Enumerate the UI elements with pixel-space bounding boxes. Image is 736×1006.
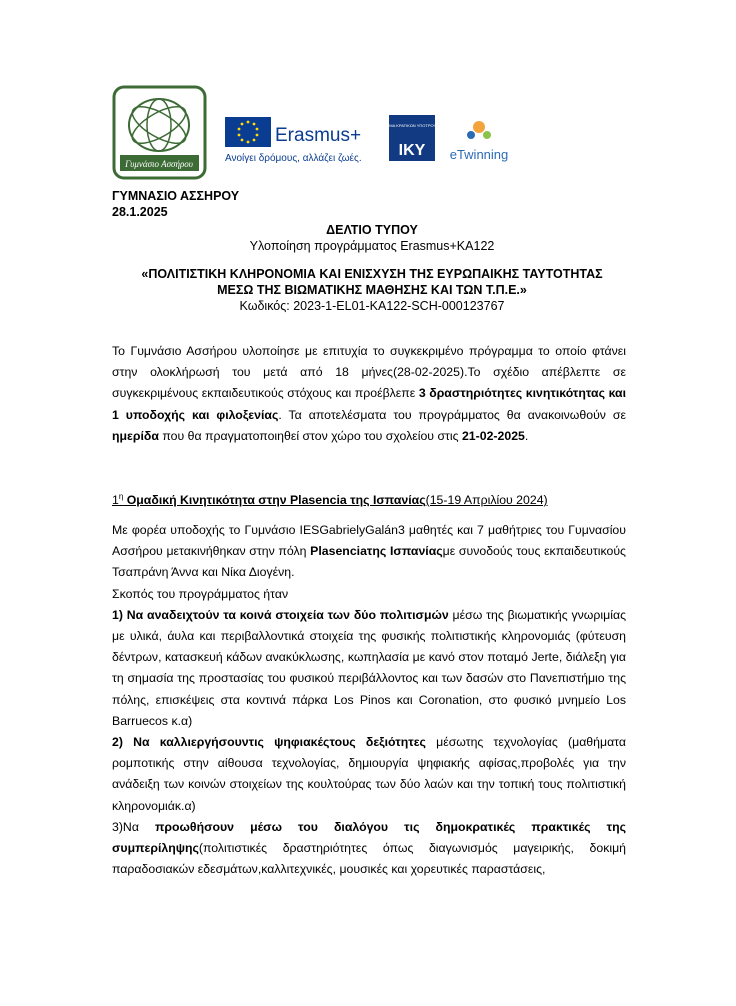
goal-2: 2) Να καλλιεργήσουντις ψηφιακέςτους δεξιότητες μέσωτης τεχνολογίας (μαθήματα ρομποτικής στην αίθουσα τεχνολογίας, δημιουργία ψηφιακής αφίσας,προβολές για την ανάδειξη των κοινών στοιχείων της κουλτούρας των δύο λαών και την τοπική τους πολιτιστική κληρονομιάκ.α) (112, 735, 626, 813)
goals-intro: Σκοπός του προγράμματος ήταν (112, 586, 289, 601)
program-title-line2: ΜΕΣΩ ΤΗΣ ΒΙΩΜΑΤΙΚΗΣ ΜΑΘΗΣΗΣ ΚΑΙ ΤΩΝ Τ.Π.Ε.» (217, 283, 527, 297)
etwinning-text: eTwinning (449, 147, 509, 162)
school-name: ΓΥΜΝΑΣΙΟ ΑΣΣΗΡΟΥ (112, 189, 240, 203)
host-paragraph: Με φορέα υποδοχής το Γυμνάσιο IESGabrielyGalán3 μαθητές και 7 μαθήτριες του Γυμνασίου Ασσήρου μετακινήθηκαν στην πόλη Plasenciaτης Ισπανίαςμε συνοδούς τους εκπαιδευτικούς Τσαπράνη Άννα και Νίκα Διογένη. (112, 523, 626, 580)
goal-1: 1) Να αναδειχτούν τα κοινά στοιχεία των δύο πολιτισμών μέσω της βιωματικής γνωριμίας με υλικά, άυλα και περιβαλλοντικά στοιχεία της φυσικής πολιτιστικής κληρονομιάς (φύτευση δέντρων, κατασκευή κάδων ανακύκλωσης, κωπηλασία με κανό στον ποταμό Jerte, διάλεξη για τη σημασία της προστασίας του φυσικού περιβάλλοντος και των δασών στο Πανεπιστήμιο της πόλης, επισκέψεις στα κοντινά πάρκα Los Pinos και Coronation, στο φυσικό μνημείο Los Barruecos κ.α) (112, 607, 626, 728)
program-code: Κωδικός: 2023-1-EL01-KA122-SCH-000123767 (239, 299, 505, 313)
activity-body (112, 520, 626, 880)
press-title: ΔΕΛΤΙΟ ΤΥΠΟΥ (326, 223, 418, 237)
iky-small-text: ΙΔΡΥΜΑ ΚΡΑΤΙΚΩΝ ΥΠΟΤΡΟΦΙΩΝ (380, 123, 444, 128)
logo-strip (112, 85, 532, 185)
program-title-line1: «ΠΟΛΙΤΙΣΤΙΚΗ ΚΛΗΡΟΝΟΜΙΑ ΚΑΙ ΕΝΙΣΧΥΣΗ ΤΗΣ ΕΥΡΩΠΑΙΚΗΣ ΤΑΥΤΟΤΗΤΑΣ (141, 267, 603, 281)
erasmus-tagline: Ανοίγει δρόμους, αλλάζει ζωές. (225, 153, 362, 164)
partner-banner (211, 105, 526, 171)
etwinning-icon (473, 121, 485, 133)
letterhead (112, 188, 632, 220)
iky-text: IKY (398, 142, 426, 159)
school-logo-caption: Γυμνάσιο Ασσήρου (125, 159, 193, 169)
goal-3: 3)Να προωθήσουν μέσω του διαλόγου τις δημοκρατικές πρακτικές της συμπερίληψης(πολιτιστικές δραστηριότητες όπως διαγωνισμός μαγειρικής, δοκιμή παραδοσιακών εδεσμάτων,καλλιτεχνικές, μουσικές και χορευτικές παραστάσεις, (112, 819, 626, 877)
document-date: 28.1.2025 (112, 205, 168, 219)
erasmus-logo-text: Erasmus+ (275, 125, 362, 146)
press-subtitle: Υλοποίηση προγράμματος Erasmus+KA122 (249, 239, 495, 253)
activity-heading: $1^\eta$ Ομαδική Κινητικότητα στην Plasencia της Ισπανίας(15-19 Απριλίου 2024) (112, 492, 548, 508)
intro-paragraph: Το Γυμνάσιο Ασσήρου υλοποίησε με επιτυχία το συγκεκριμένο πρόγραμμα το οποίο φτάνει στην ολοκλήρωσή του μετά από 18 μήνες(28-02-2025).Το σχέδιο απέβλεπτε σε συγκεκριμένους εκπαιδευτικούς στόχους και προέβλεπε 3 δραστηριότητες κινητικότητας και 1 υποδοχής και φιλοξενίας. Τα αποτελέσματα του προγράμματος θα ανακοινωθούν σε ημερίδα που θα πραγματοποιηθεί στον χώρο του σχολείου στις 21-02-2025. (112, 344, 626, 443)
school-logo (112, 85, 207, 180)
